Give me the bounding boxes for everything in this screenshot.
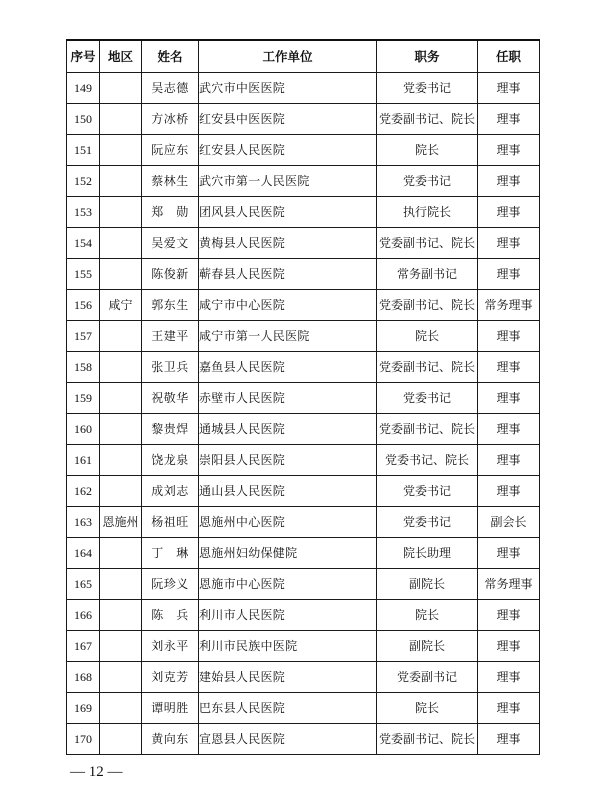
- cell-region: [100, 166, 142, 197]
- table-row: [67, 507, 540, 538]
- cell-unit: 利川市民族中医院: [199, 631, 377, 662]
- cell-name: 吴爱文: [142, 228, 199, 259]
- cell-unit: 恩施市中心医院: [199, 569, 377, 600]
- cell-unit: 咸宁市第一人民医院: [199, 321, 377, 352]
- cell-unit: 嘉鱼县人民医院: [199, 352, 377, 383]
- cell-seq: 156: [67, 290, 100, 321]
- cell-post: 理事: [478, 166, 540, 197]
- cell-job: 党委副书记、院长: [377, 352, 478, 383]
- cell-name: 张卫兵: [142, 352, 199, 383]
- cell-unit: 恩施州中心医院: [199, 507, 377, 538]
- cell-seq: 150: [67, 104, 100, 135]
- cell-unit: 武穴市中医医院: [199, 73, 377, 104]
- cell-region: [100, 228, 142, 259]
- cell-name: 黄向东: [142, 724, 199, 755]
- cell-region: [100, 569, 142, 600]
- cell-unit: 武穴市第一人民医院: [199, 166, 377, 197]
- table-row: [67, 662, 540, 693]
- cell-post: 理事: [478, 352, 540, 383]
- table-row: [67, 445, 540, 476]
- table-row: [67, 631, 540, 662]
- cell-name: 陈俊新: [142, 259, 199, 290]
- cell-job: 党委书记: [377, 166, 478, 197]
- cell-job: 院长: [377, 600, 478, 631]
- cell-job: 党委副书记、院长: [377, 414, 478, 445]
- roster-table: [66, 39, 540, 755]
- cell-name: 成刘志: [142, 476, 199, 507]
- cell-post: 理事: [478, 73, 540, 104]
- cell-seq: 165: [67, 569, 100, 600]
- cell-seq: 168: [67, 662, 100, 693]
- cell-seq: 167: [67, 631, 100, 662]
- cell-post: 理事: [478, 662, 540, 693]
- cell-region: [100, 538, 142, 569]
- cell-unit: 黄梅县人民医院: [199, 228, 377, 259]
- cell-name: 蔡林生: [142, 166, 199, 197]
- cell-post: 常务理事: [478, 290, 540, 321]
- cell-seq: 160: [67, 414, 100, 445]
- page-number: — 12 —: [70, 764, 123, 780]
- cell-name: 方冰桥: [142, 104, 199, 135]
- cell-job: 党委书记: [377, 476, 478, 507]
- cell-post: 理事: [478, 197, 540, 228]
- cell-post: 理事: [478, 631, 540, 662]
- cell-region: [100, 631, 142, 662]
- cell-job: 执行院长: [377, 197, 478, 228]
- cell-job: 党委副书记、院长: [377, 104, 478, 135]
- cell-name: 黎贵焊: [142, 414, 199, 445]
- cell-unit: 利川市人民医院: [199, 600, 377, 631]
- cell-name: 王建平: [142, 321, 199, 352]
- cell-region: [100, 197, 142, 228]
- cell-post: 常务理事: [478, 569, 540, 600]
- header-post: 任职: [478, 40, 540, 73]
- table-row: [67, 321, 540, 352]
- table-row: [67, 259, 540, 290]
- cell-post: 理事: [478, 724, 540, 755]
- cell-job: 党委副书记: [377, 662, 478, 693]
- cell-post: 理事: [478, 600, 540, 631]
- cell-unit: 通山县人民医院: [199, 476, 377, 507]
- cell-name: 刘克芳: [142, 662, 199, 693]
- cell-post: 理事: [478, 693, 540, 724]
- cell-unit: 建始县人民医院: [199, 662, 377, 693]
- cell-post: 理事: [478, 259, 540, 290]
- cell-region: [100, 259, 142, 290]
- cell-unit: 恩施州妇幼保健院: [199, 538, 377, 569]
- cell-region: [100, 600, 142, 631]
- cell-job: 院长: [377, 693, 478, 724]
- cell-region: [100, 73, 142, 104]
- cell-region: [100, 104, 142, 135]
- cell-region: 咸宁: [100, 290, 142, 321]
- cell-post: 理事: [478, 135, 540, 166]
- cell-name: 饶龙泉: [142, 445, 199, 476]
- cell-unit: 巴东县人民医院: [199, 693, 377, 724]
- cell-job: 党委书记、院长: [377, 445, 478, 476]
- table-row: [67, 104, 540, 135]
- cell-region: 恩施州: [100, 507, 142, 538]
- cell-unit: 崇阳县人民医院: [199, 445, 377, 476]
- cell-region: [100, 321, 142, 352]
- cell-seq: 161: [67, 445, 100, 476]
- cell-post: 理事: [478, 321, 540, 352]
- cell-seq: 151: [67, 135, 100, 166]
- table-row: [67, 197, 540, 228]
- cell-region: [100, 445, 142, 476]
- cell-job: 副院长: [377, 569, 478, 600]
- cell-job: 院长: [377, 321, 478, 352]
- cell-unit: 红安县人民医院: [199, 135, 377, 166]
- header-row: [67, 40, 540, 73]
- cell-job: 党委书记: [377, 73, 478, 104]
- cell-name: 刘永平: [142, 631, 199, 662]
- cell-seq: 163: [67, 507, 100, 538]
- cell-seq: 164: [67, 538, 100, 569]
- roster-sheet: [66, 39, 540, 755]
- cell-name: 郑 勋: [142, 197, 199, 228]
- cell-seq: 154: [67, 228, 100, 259]
- cell-name: 祝敬华: [142, 383, 199, 414]
- cell-post: 理事: [478, 445, 540, 476]
- cell-region: [100, 662, 142, 693]
- cell-name: 陈 兵: [142, 600, 199, 631]
- cell-post: 理事: [478, 104, 540, 135]
- cell-name: 郭东生: [142, 290, 199, 321]
- cell-job: 党委书记: [377, 383, 478, 414]
- table-row: [67, 352, 540, 383]
- cell-name: 阮应东: [142, 135, 199, 166]
- cell-seq: 153: [67, 197, 100, 228]
- cell-unit: 宣恩县人民医院: [199, 724, 377, 755]
- cell-unit: 赤壁市人民医院: [199, 383, 377, 414]
- cell-seq: 157: [67, 321, 100, 352]
- roster-body: [67, 73, 540, 755]
- header-unit: 工作单位: [199, 40, 377, 73]
- cell-post: 理事: [478, 228, 540, 259]
- cell-job: 副院长: [377, 631, 478, 662]
- cell-seq: 170: [67, 724, 100, 755]
- table-row: [67, 600, 540, 631]
- cell-name: 吴志德: [142, 73, 199, 104]
- cell-job: 院长助理: [377, 538, 478, 569]
- cell-unit: 团风县人民医院: [199, 197, 377, 228]
- cell-seq: 159: [67, 383, 100, 414]
- cell-post: 理事: [478, 414, 540, 445]
- cell-unit: 咸宁市中心医院: [199, 290, 377, 321]
- cell-job: 党委副书记、院长: [377, 290, 478, 321]
- table-row: [67, 228, 540, 259]
- cell-seq: 166: [67, 600, 100, 631]
- cell-post: 理事: [478, 476, 540, 507]
- cell-region: [100, 135, 142, 166]
- cell-seq: 152: [67, 166, 100, 197]
- table-row: [67, 290, 540, 321]
- cell-region: [100, 383, 142, 414]
- cell-post: 理事: [478, 383, 540, 414]
- table-row: [67, 414, 540, 445]
- table-row: [67, 724, 540, 755]
- cell-unit: 通城县人民医院: [199, 414, 377, 445]
- cell-name: 杨祖旺: [142, 507, 199, 538]
- cell-name: 丁 琳: [142, 538, 199, 569]
- cell-job: 院长: [377, 135, 478, 166]
- header-region: 地区: [100, 40, 142, 73]
- cell-region: [100, 414, 142, 445]
- table-row: [67, 135, 540, 166]
- table-row: [67, 569, 540, 600]
- table-row: [67, 166, 540, 197]
- cell-seq: 162: [67, 476, 100, 507]
- cell-job: 党委副书记、院长: [377, 228, 478, 259]
- cell-seq: 169: [67, 693, 100, 724]
- table-row: [67, 693, 540, 724]
- header-name: 姓名: [142, 40, 199, 73]
- header-job: 职务: [377, 40, 478, 73]
- cell-region: [100, 693, 142, 724]
- cell-job: 党委书记: [377, 507, 478, 538]
- cell-region: [100, 724, 142, 755]
- cell-region: [100, 352, 142, 383]
- cell-post: 副会长: [478, 507, 540, 538]
- cell-post: 理事: [478, 538, 540, 569]
- cell-unit: 红安县中医医院: [199, 104, 377, 135]
- table-row: [67, 383, 540, 414]
- cell-seq: 155: [67, 259, 100, 290]
- cell-unit: 蕲春县人民医院: [199, 259, 377, 290]
- table-row: [67, 73, 540, 104]
- cell-region: [100, 476, 142, 507]
- cell-job: 常务副书记: [377, 259, 478, 290]
- table-row: [67, 476, 540, 507]
- cell-job: 党委副书记、院长: [377, 724, 478, 755]
- cell-seq: 158: [67, 352, 100, 383]
- header-seq: 序号: [67, 40, 100, 73]
- cell-name: 阮珍义: [142, 569, 199, 600]
- cell-name: 谭明胜: [142, 693, 199, 724]
- table-row: [67, 538, 540, 569]
- cell-seq: 149: [67, 73, 100, 104]
